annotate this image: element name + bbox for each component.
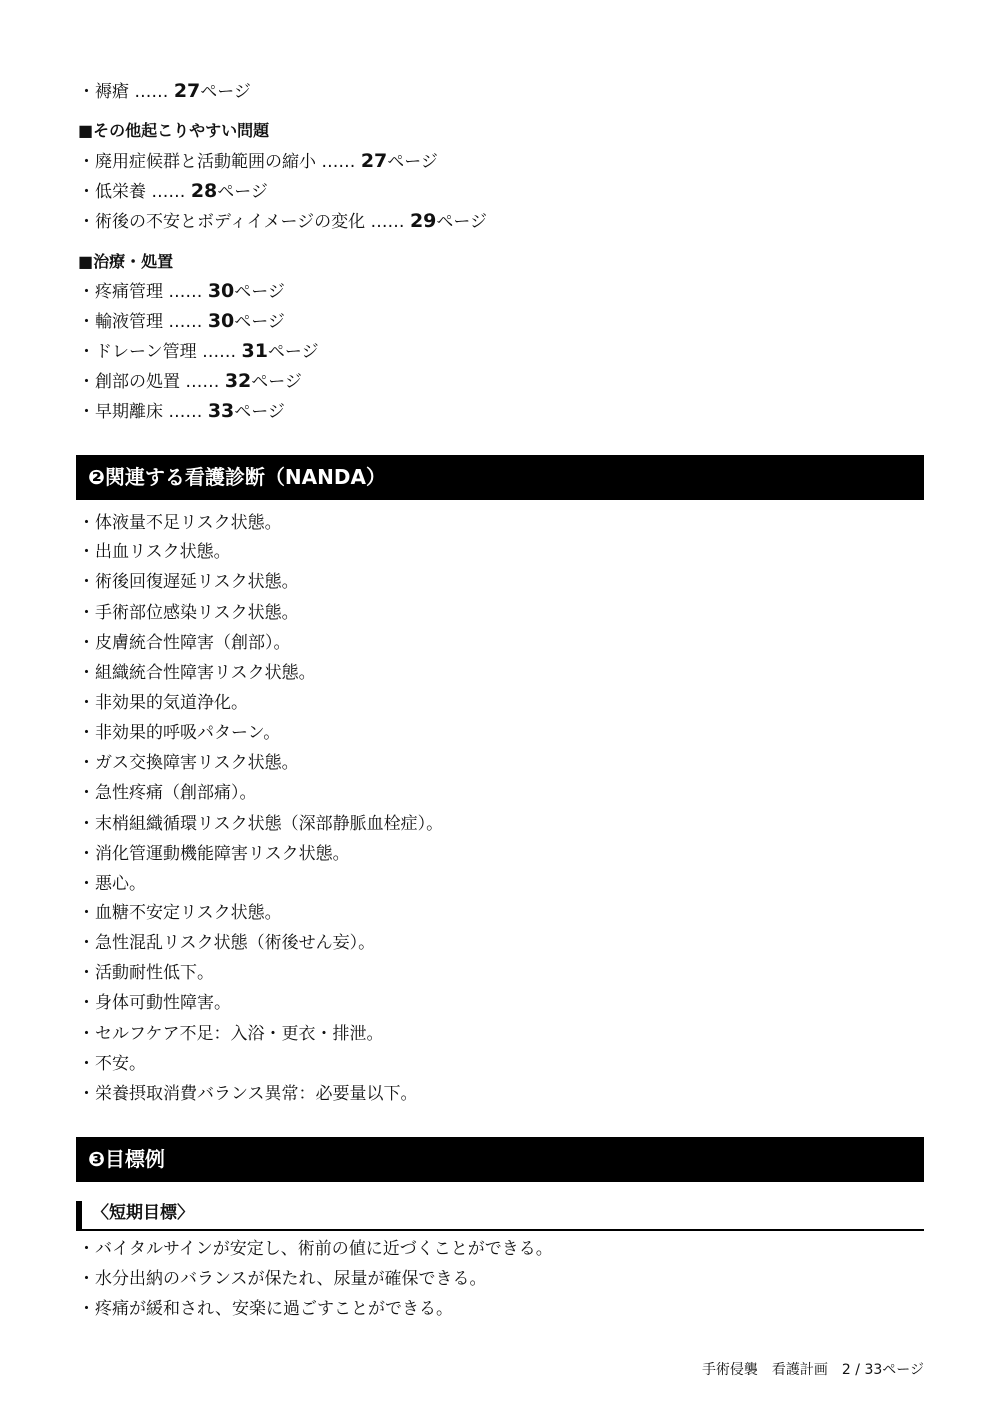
toc-page-unit: ページ (251, 372, 302, 392)
short-term-goal-heading (76, 1199, 924, 1231)
nanda-item: ・手術部位感染リスク状態。 (78, 603, 299, 623)
nanda-item: ・術後回復遅延リスク状態。 (78, 572, 299, 592)
toc-page-unit: ページ (234, 282, 285, 302)
toc-item-text: ・低栄養 …… (78, 182, 191, 202)
short-term-goal-label: 〈短期目標〉 (92, 1203, 194, 1223)
toc-item-text: ・輸液管理 …… (78, 312, 208, 332)
nanda-item: ・皮膚統合性障害（創部）。 (78, 633, 291, 653)
page-footer: 手術侵襲 看護計画 2 / 33ページ (701, 1362, 924, 1378)
nanda-item: ・活動耐性低下。 (78, 963, 214, 983)
toc-item-text: ・創部の処置 …… (78, 372, 225, 392)
toc-item[interactable] (78, 150, 438, 173)
toc-item[interactable] (78, 400, 285, 423)
toc-item[interactable] (78, 370, 302, 393)
toc-page-number: 30 (207, 280, 235, 302)
toc-page-number: 31 (241, 340, 268, 362)
toc-item-text: ・疼痛管理 …… (78, 282, 208, 302)
section-title-nanda: ❷関連する看護診断（NANDA） (76, 455, 924, 500)
toc-page-unit: ページ (217, 182, 268, 202)
toc-item[interactable] (78, 340, 319, 363)
toc-page-number: 27 (360, 150, 388, 172)
toc-item-text: ・早期離床 …… (78, 402, 208, 422)
toc-item[interactable] (78, 210, 487, 233)
toc-item-text: ・褥瘡 …… (78, 82, 174, 102)
toc-page-number: 33 (207, 400, 235, 422)
nanda-item: ・消化管運動機能障害リスク状態。 (78, 844, 350, 864)
toc-page-number: 27 (173, 80, 201, 102)
goal-item: ・バイタルサインが安定し、術前の値に近づくことができる。 (78, 1239, 553, 1259)
toc-page-unit: ページ (436, 212, 488, 232)
toc-page-unit: ページ (234, 402, 285, 422)
nanda-item: ・体液量不足リスク状態。 (78, 513, 282, 533)
toc-item-pressure-ulcer[interactable] (78, 80, 251, 103)
toc-page-number: 30 (207, 310, 235, 332)
nanda-item: ・末梢組織循環リスク状態（深部静脈血栓症）。 (78, 814, 444, 834)
toc-page-unit: ページ (387, 152, 438, 172)
nanda-item: ・悪心。 (78, 874, 146, 894)
section-heading-other-problems: ■その他起こりやすい問題 (78, 121, 270, 140)
nanda-item: ・非効果的気道浄化。 (78, 693, 248, 713)
nanda-item: ・出血リスク状態。 (78, 542, 231, 562)
toc-item-text: ・ドレーン管理 …… (78, 342, 242, 362)
toc-page-unit: ページ (234, 312, 285, 332)
toc-item[interactable] (78, 180, 268, 203)
toc-page-number: 28 (190, 180, 218, 202)
toc-item-text: ・術後の不安とボディイメージの変化 …… (78, 212, 410, 232)
heading-accent-bar (76, 1201, 82, 1229)
nanda-item: ・非効果的呼吸パターン。 (78, 723, 281, 743)
nanda-item: ・急性疼痛（創部痛）。 (78, 783, 257, 803)
nanda-item: ・急性混乱リスク状態（術後せん妄）。 (78, 933, 376, 953)
nanda-item: ・セルフケア不足：入浴・更衣・排泄。 (78, 1024, 384, 1044)
toc-page-number: 29 (409, 210, 437, 232)
toc-page-unit: ページ (200, 82, 251, 102)
nanda-item: ・身体可動性障害。 (78, 993, 231, 1013)
toc-item-text: ・廃用症候群と活動範囲の縮小 …… (78, 152, 361, 172)
nanda-item: ・ガス交換障害リスク状態。 (78, 753, 299, 773)
nanda-item: ・組織統合性障害リスク状態。 (78, 663, 316, 683)
nanda-item: ・血糖不安定リスク状態。 (78, 903, 282, 923)
goal-item: ・水分出納のバランスが保たれ、尿量が確保できる。 (78, 1269, 487, 1289)
goal-item: ・疼痛が緩和され、安楽に過ごすことができる。 (78, 1299, 454, 1319)
toc-item[interactable] (78, 280, 285, 303)
toc-item[interactable] (78, 310, 285, 333)
toc-page-number: 32 (224, 370, 252, 392)
nanda-item: ・栄養摂取消費バランス異常：必要量以下。 (78, 1084, 418, 1104)
section-heading-treatment: ■治療・処置 (78, 252, 174, 271)
section-title-goals: ❸目標例 (76, 1137, 924, 1182)
toc-page-unit: ページ (267, 342, 319, 362)
nanda-item: ・不安。 (78, 1054, 146, 1074)
